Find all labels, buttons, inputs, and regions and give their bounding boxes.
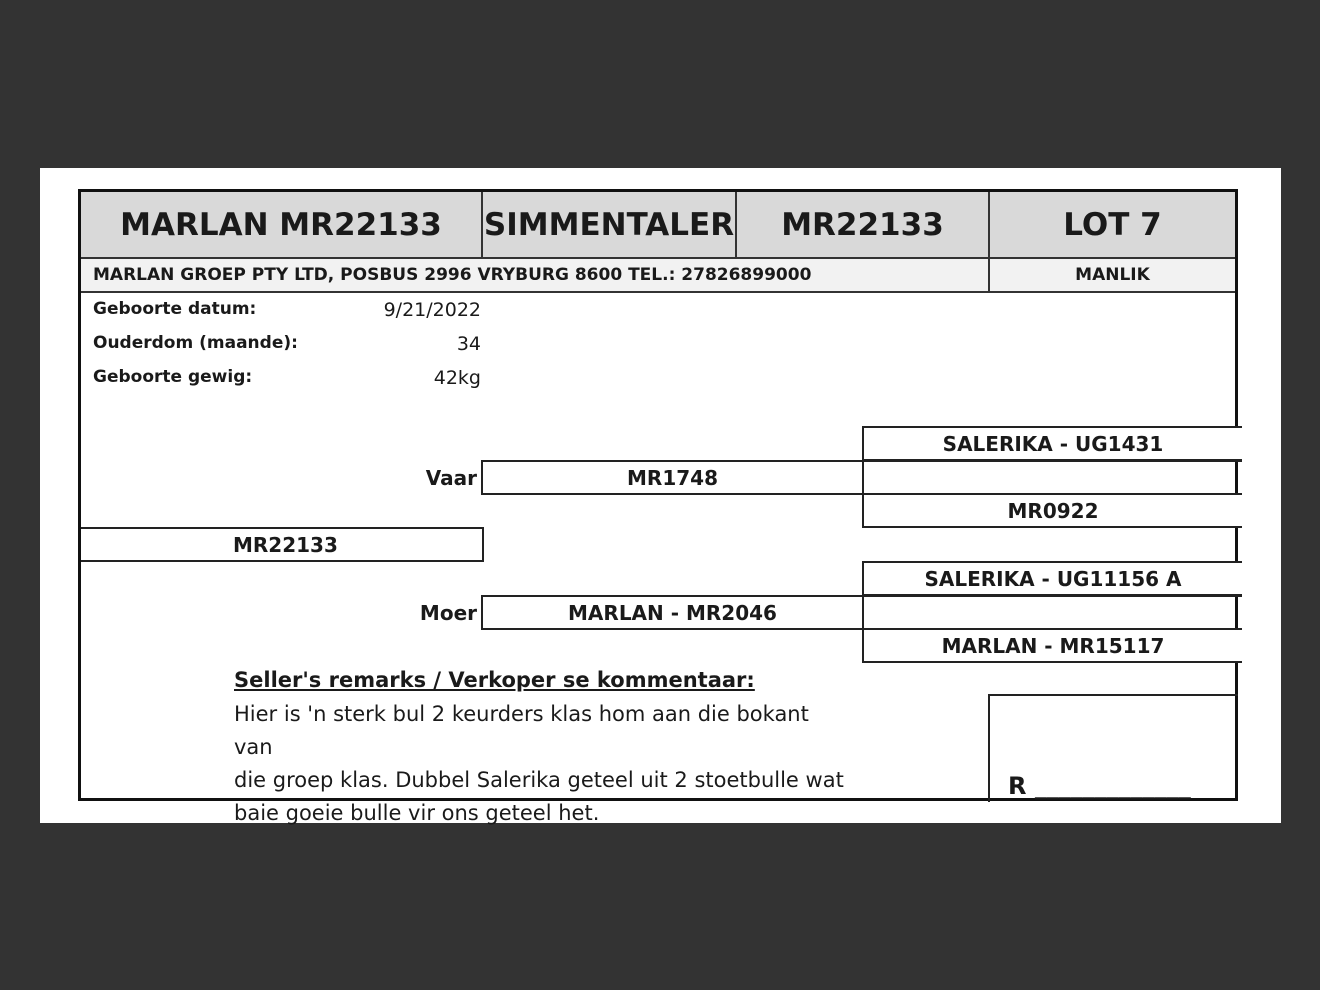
owner-row [81,259,990,293]
dam-dam: MARLAN - MR15117 [941,633,1165,658]
pedigree-line [862,460,1242,462]
remarks-body [234,698,854,830]
birth-date-value: 9/21/2022 [383,299,481,321]
dam: MARLAN - MR2046 [568,600,777,625]
sire-sire-box [862,426,1242,461]
animal-name: MARLAN MR22133 [120,206,442,243]
sex-cell [990,259,1235,293]
dam-sire-box [862,561,1242,596]
breed: SIMMENTALER [483,206,735,243]
price-field: R _____________ [1008,772,1191,800]
age-label: Ouderdom (maande): [93,333,298,353]
sire-dam-box [862,493,1242,528]
sire-dam: MR0922 [1007,498,1099,523]
sire-sire: SALERIKA - UG1431 [942,431,1164,456]
sex: MANLIK [1075,265,1150,285]
animal-id-cell [737,192,990,259]
remarks-line: Hier is 'n sterk bul 2 keurders klas hom aan die bokant van [234,702,809,759]
sire: MR1748 [627,465,718,490]
birth-weight-label: Geboorte gewig: [93,367,253,387]
sire-box [481,460,864,495]
remarks-line: baie goeie bulle vir ons geteel het. [234,801,600,825]
remarks-title: Seller's remarks / Verkoper se kommentaar: [234,668,755,692]
dam-sire: SALERIKA - UG11156 A [924,566,1182,591]
pedigree-line [862,595,1242,597]
dam-label: Moer [419,601,477,625]
owner-line: MARLAN GROEP PTY LTD, POSBUS 2996 VRYBURG 8600 TEL.: 27826899000 [93,265,812,285]
remarks-line: die groep klas. Dubbel Salerika geteel uit 2 stoetbulle wat [234,768,844,792]
birth-date-label: Geboorte datum: [93,299,257,319]
age-value: 34 [456,333,481,355]
dam-dam-box [862,628,1242,663]
dam-box [481,595,864,630]
lot-card [78,189,1238,825]
catalog-sheet [40,168,1281,823]
animal-box [81,527,484,562]
breed-cell [483,192,737,259]
birth-weight-value: 42kg [433,367,481,389]
animal-name-cell [81,192,483,259]
animal-id: MR22133 [781,206,944,243]
animal: MR22133 [233,532,338,557]
lot-cell [990,192,1235,259]
price-box[interactable] [988,694,1238,802]
sire-label: Vaar [425,466,477,490]
lot-number: LOT 7 [1063,206,1162,243]
